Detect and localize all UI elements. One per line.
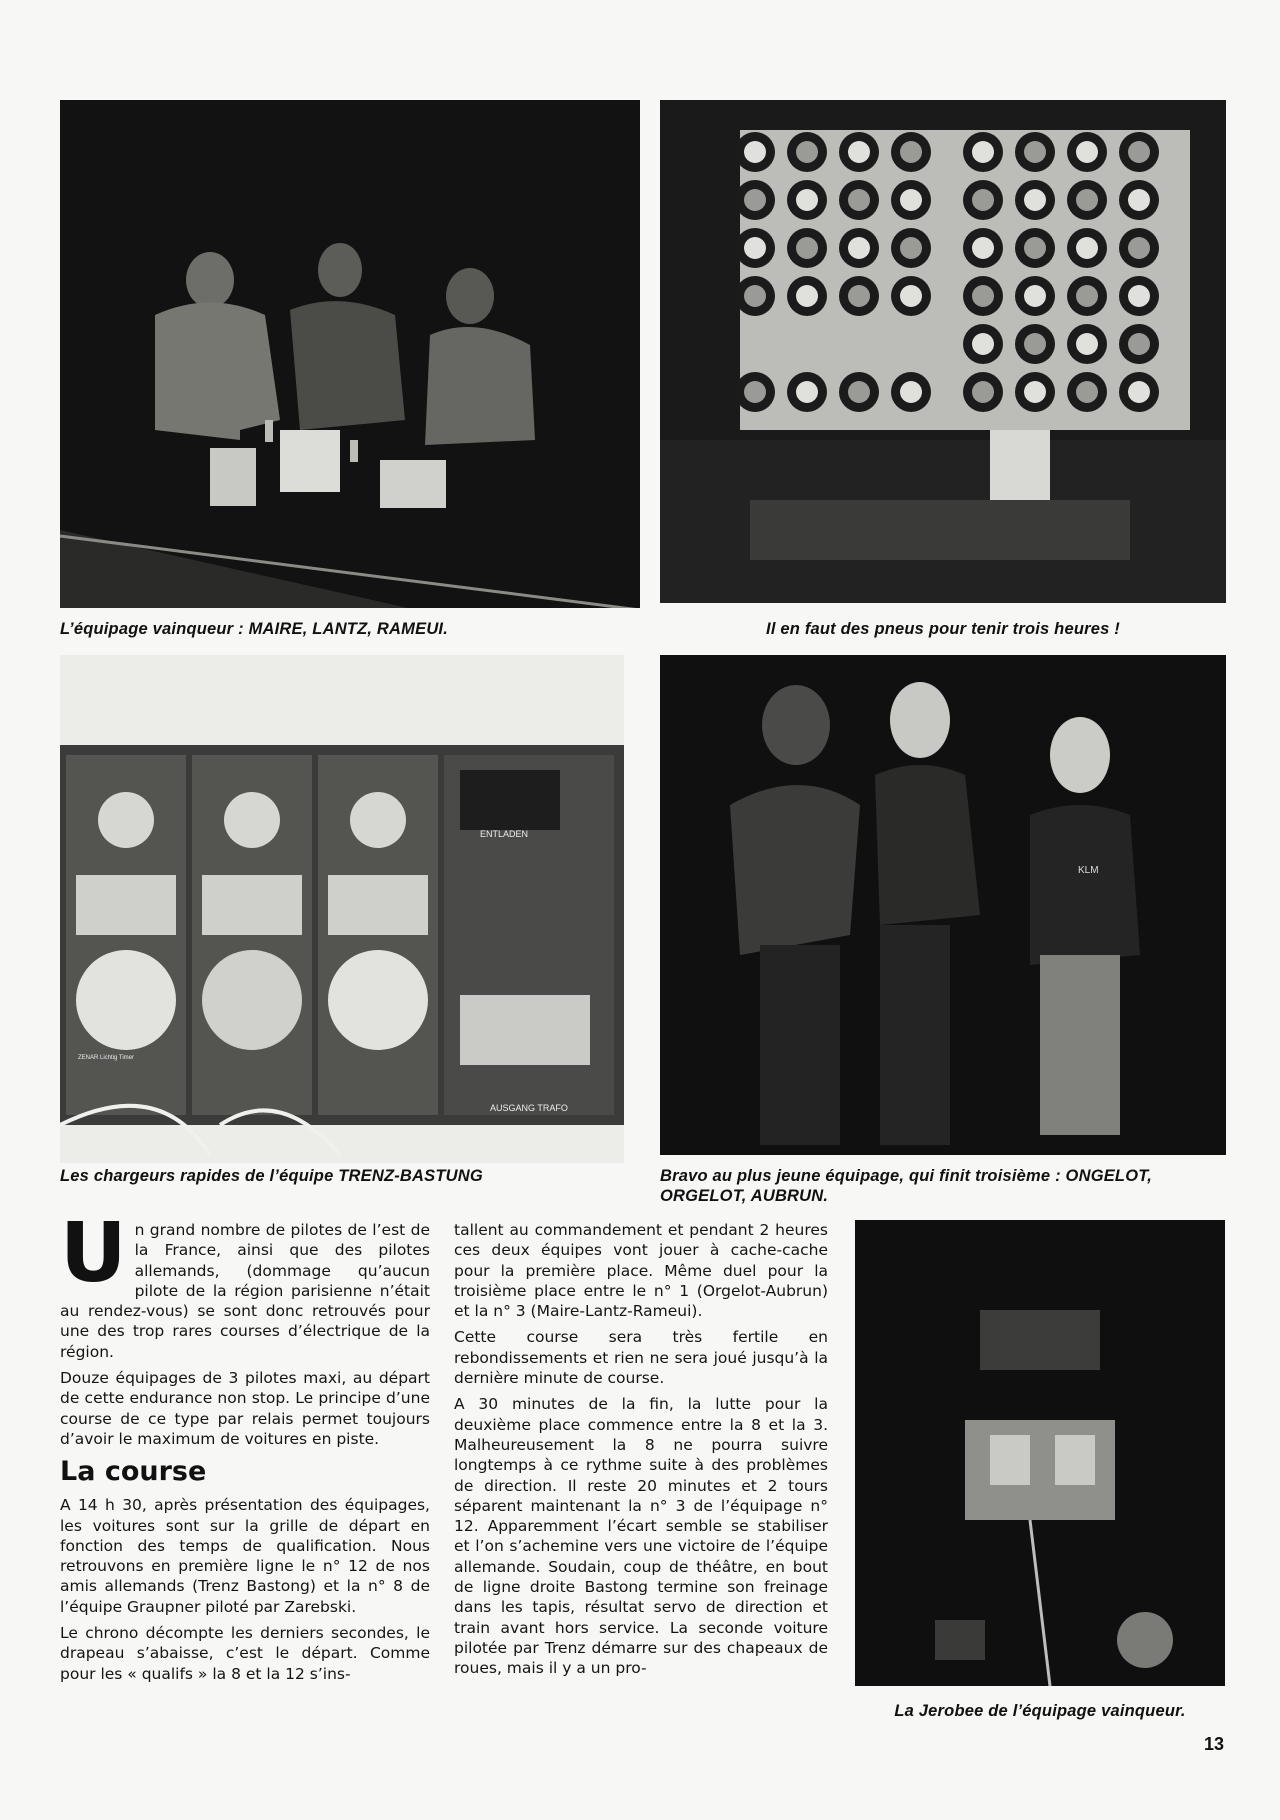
caption-photo-5: La Jerobee de l’équipage vainqueur. [894,1702,1186,1720]
wheel-rim-icon [1076,333,1098,355]
wheel-rim-icon [1128,141,1150,163]
charger-label-3: ZENAR Lichtig Timer [78,1055,135,1061]
wheel-rim-icon [744,285,766,307]
caption-photo-3: Les chargeurs rapides de l’équipe TRENZ-BASTUNG [60,1167,483,1185]
wheel-rim-icon [1076,285,1098,307]
wheel-rim-icon [1076,189,1098,211]
wheel-rim-icon [1128,285,1150,307]
wheel-rim-icon [1024,381,1046,403]
wheel-rim-icon [1076,381,1098,403]
tyres-board-illustration [660,100,1226,603]
sweater-label: KLM [1078,865,1099,876]
wheel-rim-icon [848,141,870,163]
article-paragraph-4: Le chrono décompte les derniers secondes, le drapeau s’abaisse, c’est le départ. Comme pour les « qualifs » la 8 et la 12 s’ins- [60,1624,430,1683]
wheel-rim-icon [1128,333,1150,355]
wheel-rim-icon [1128,189,1150,211]
photo-young-crew [660,655,1226,1155]
chargers-illustration [60,655,624,1163]
caption-photo-4: Bravo au plus jeune équipage, qui finit troisième : ONGELOT, ORGELOT, AUBRUN. [660,1167,1153,1205]
section-heading: La course [60,1456,207,1488]
wheel-rim-icon [796,381,818,403]
article-paragraph-1: n grand nombre de pilotes de l’est de la France, ainsi que des pilotes allemands, (dommage qu’aucun pilote de la région parisienne n’était au rendez-vous) se sont donc retrouvés pour une des trop rares courses d’électrique de la région. [60,1221,430,1361]
caption-photo-1: L’équipage vainqueur : MAIRE, LANTZ, RAMEUI. [60,620,449,638]
article-column-1 [60,1206,430,1690]
wheel-rim-icon [1128,237,1150,259]
wheel-rim-icon [900,237,922,259]
wheel-rim-icon [744,237,766,259]
wheel-rim-icon [900,141,922,163]
winning-crew-illustration [60,100,640,608]
article-paragraph-3: A 14 h 30, après présentation des équipages, les voitures sont sur la grille de départ en fonction des temps de qualification. Nous retrouvons en première ligne le n° 12 de nos amis allemands (Trenz Bastong) et la n° 8 de l’équipe Graupner piloté par Zarebski. [60,1496,430,1616]
wheel-rim-icon [972,381,994,403]
wheel-rim-icon [744,381,766,403]
charger-label-2: AUSGANG TRAFO [490,1103,568,1113]
wheel-rim-icon [972,189,994,211]
wheel-rim-icon [1128,381,1150,403]
wheel-rim-icon [972,285,994,307]
wheel-rim-icon [900,381,922,403]
article-paragraph-7: A 30 minutes de la fin, la lutte pour la deuxième place commence entre la 8 et la 3. Malheureusement la 8 ne pourra suivre longtemps à ce rythme suite à des problèmes de direction. Il reste 20 minutes et 2 tours séparent maintenant la n° 3 de l’équipage n° 12. Apparemment l’écart semble se stabiliser et l’on s’achemine vers une victoire de l’équipe allemande. Soudain, coup de théâtre, en bout de ligne droite Bastong termine son freinage dans les tapis, résultat servo de direction et train avant hors service. La seconde voiture pilotée par Trenz démarre sur des chapeaux de roues, mais il y a un pro- [454,1395,828,1678]
wheel-rim-icon [1076,141,1098,163]
wheel-rim-icon [848,381,870,403]
wheel-rim-icon [1076,237,1098,259]
article-paragraph-6: Cette course sera très fertile en rebondissements et rien ne sera joué jusqu’à la dernière minute de course. [454,1328,828,1388]
wheel-rim-icon [848,285,870,307]
wheel-rim-icon [744,141,766,163]
photo-winning-crew [60,100,640,608]
wheel-rim-icon [972,141,994,163]
wheel-rim-icon [1024,333,1046,355]
wheel-rim-icon [972,237,994,259]
caption-photo-2: Il en faut des pneus pour tenir trois heures ! [766,620,1120,638]
wheel-rim-icon [848,237,870,259]
photo-tyres-board [660,100,1226,603]
wheel-rim-icon [848,189,870,211]
wheel-rim-icon [900,285,922,307]
wheel-rim-icon [796,141,818,163]
wheel-rim-icon [796,285,818,307]
jerobee-illustration [855,1220,1225,1686]
wheel-rim-icon [1024,285,1046,307]
article-paragraph-2: Douze équipages de 3 pilotes maxi, au départ de cette endurance non stop. Le principe d’une course de ce type par relais permet toujours d’avoir le maximum de voitures en piste. [60,1369,430,1448]
page-number: 13 [1203,1734,1224,1754]
wheel-rim-icon [1024,141,1046,163]
wheel-rim-icon [1024,189,1046,211]
article-column-2 [454,1220,828,1685]
article-paragraph-5: tallent au commandement et pendant 2 heures ces deux équipes vont jouer à cache-cache pour la première place. Même duel pour la troisième place entre le n° 1 (Orgelot-Aubrun) et la n° 3 (Maire-Lantz-Rameui). [454,1221,828,1321]
wheel-rim-icon [1024,237,1046,259]
charger-label-1: ENTLADEN [480,829,529,839]
wheel-rim-icon [796,237,818,259]
wheel-rim-icon [744,189,766,211]
young-crew-illustration [660,655,1226,1155]
wheel-rim-icon [796,189,818,211]
photo-fast-chargers [60,655,624,1163]
photo-jerobee-car [855,1220,1225,1686]
wheel-rim-icon [900,189,922,211]
drop-cap: U [60,1206,127,1301]
wheel-rim-icon [972,333,994,355]
